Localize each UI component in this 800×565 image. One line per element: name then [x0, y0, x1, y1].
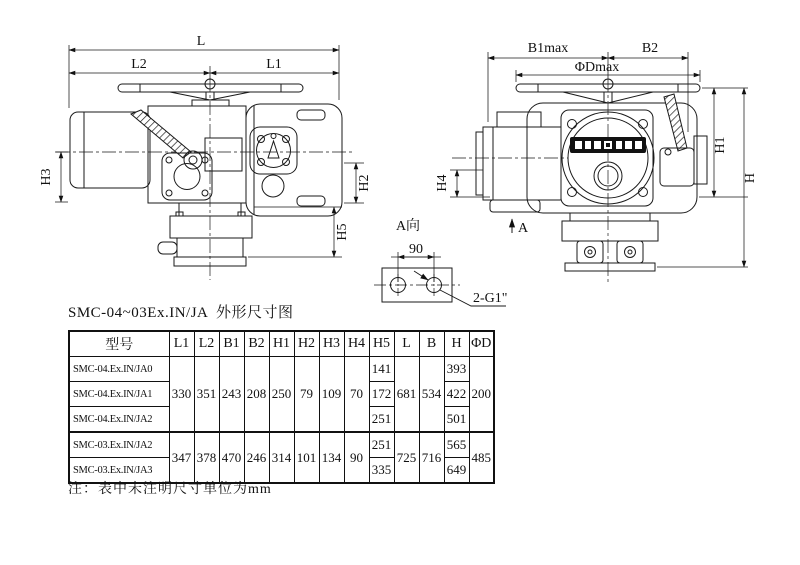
model-cell: SMC-04.Ex.IN/JA1 — [69, 382, 169, 407]
col-header-H: H — [444, 331, 469, 357]
detail-view-label: A向 — [395, 219, 421, 234]
value-cell-H1: 250 — [269, 357, 294, 433]
value-cell-B: 716 — [419, 432, 444, 483]
view-arrow-label-A: A — [518, 221, 529, 236]
value-cell-B: 534 — [419, 357, 444, 433]
value-cell-B1: 243 — [219, 357, 244, 433]
brand-logo-band — [570, 137, 646, 153]
dim-label-H1: H1 — [713, 136, 728, 154]
value-cell-B2: 246 — [244, 432, 269, 483]
mounting-flange-right — [562, 213, 658, 271]
value-cell-L1: 347 — [169, 432, 194, 483]
table-title: SMC-04~03Ex.IN/JA 外形尺寸图 — [68, 305, 294, 321]
declutch-lever-left — [131, 110, 191, 158]
value-cell-H2: 79 — [294, 357, 319, 433]
thread-spec-label: 2-G1" — [473, 291, 508, 306]
col-header-H2: H2 — [294, 331, 319, 357]
col-header-L1: L1 — [169, 331, 194, 357]
table-row — [69, 432, 494, 458]
value-cell-H5: 141 — [369, 357, 394, 382]
value-cell-H1: 314 — [269, 432, 294, 483]
declutch-lever-right — [664, 94, 687, 151]
control-panel — [250, 127, 297, 197]
dim-label-H5: H5 — [335, 223, 350, 241]
value-cell-H5: 335 — [369, 458, 394, 484]
dim-label-L1: L1 — [266, 57, 282, 72]
mounting-flange-left — [158, 203, 252, 266]
handwheel-left — [118, 84, 303, 92]
value-cell-L1: 330 — [169, 357, 194, 433]
value-cell-H: 501 — [444, 407, 469, 433]
unit-note: 注：表中未注明尺寸单位为mm — [68, 482, 272, 497]
value-cell-H5: 251 — [369, 432, 394, 458]
value-cell-H: 422 — [444, 382, 469, 407]
value-cell-L: 725 — [394, 432, 419, 483]
model-cell: SMC-03.Ex.IN/JA2 — [69, 432, 169, 458]
value-cell-H5: 172 — [369, 382, 394, 407]
value-cell-phiD: 200 — [469, 357, 494, 433]
value-cell-H2: 101 — [294, 432, 319, 483]
dim-label-L: L — [196, 34, 206, 49]
value-cell-L: 681 — [394, 357, 419, 433]
col-header-B: B — [419, 331, 444, 357]
dimension-table — [68, 330, 495, 484]
dim-label-L2: L2 — [131, 57, 147, 72]
motor-left-view — [70, 112, 150, 188]
value-cell-B2: 208 — [244, 357, 269, 433]
dim-label-phiDmax: ΦDmax — [574, 60, 620, 75]
dim-label-90: 90 — [409, 242, 423, 257]
col-header-H4: H4 — [344, 331, 369, 357]
value-cell-H: 393 — [444, 357, 469, 382]
col-header-phiD: ΦD — [469, 331, 494, 357]
col-header-B1: B1 — [219, 331, 244, 357]
dim-label-B1max: B1max — [527, 41, 569, 56]
value-cell-H4: 70 — [344, 357, 369, 433]
table-header-row — [69, 331, 494, 357]
dim-label-H: H — [743, 172, 758, 184]
dim-label-H3: H3 — [39, 168, 54, 186]
dim-label-H2: H2 — [357, 174, 372, 192]
col-header-H3: H3 — [319, 331, 344, 357]
value-cell-H: 565 — [444, 432, 469, 458]
col-header-B2: B2 — [244, 331, 269, 357]
value-cell-H3: 134 — [319, 432, 344, 483]
dim-label-B2: B2 — [641, 41, 659, 56]
value-cell-phiD: 485 — [469, 432, 494, 483]
right-view — [435, 41, 758, 282]
col-header-H1: H1 — [269, 331, 294, 357]
value-cell-H4: 90 — [344, 432, 369, 483]
value-cell-L2: 378 — [194, 432, 219, 483]
left-view — [39, 34, 372, 280]
value-cell-B1: 470 — [219, 432, 244, 483]
value-cell-H: 649 — [444, 458, 469, 484]
model-cell: SMC-04.Ex.IN/JA2 — [69, 407, 169, 433]
col-header-H5: H5 — [369, 331, 394, 357]
col-header-model: 型号 — [69, 331, 169, 357]
table-row — [69, 357, 494, 382]
value-cell-L2: 351 — [194, 357, 219, 433]
dim-label-H4: H4 — [435, 174, 450, 192]
model-cell: SMC-03.Ex.IN/JA3 — [69, 458, 169, 484]
detail-view-a — [374, 218, 508, 306]
value-cell-H3: 109 — [319, 357, 344, 433]
model-cell: SMC-04.Ex.IN/JA0 — [69, 357, 169, 382]
col-header-L2: L2 — [194, 331, 219, 357]
value-cell-H5: 251 — [369, 407, 394, 433]
col-header-L: L — [394, 331, 419, 357]
